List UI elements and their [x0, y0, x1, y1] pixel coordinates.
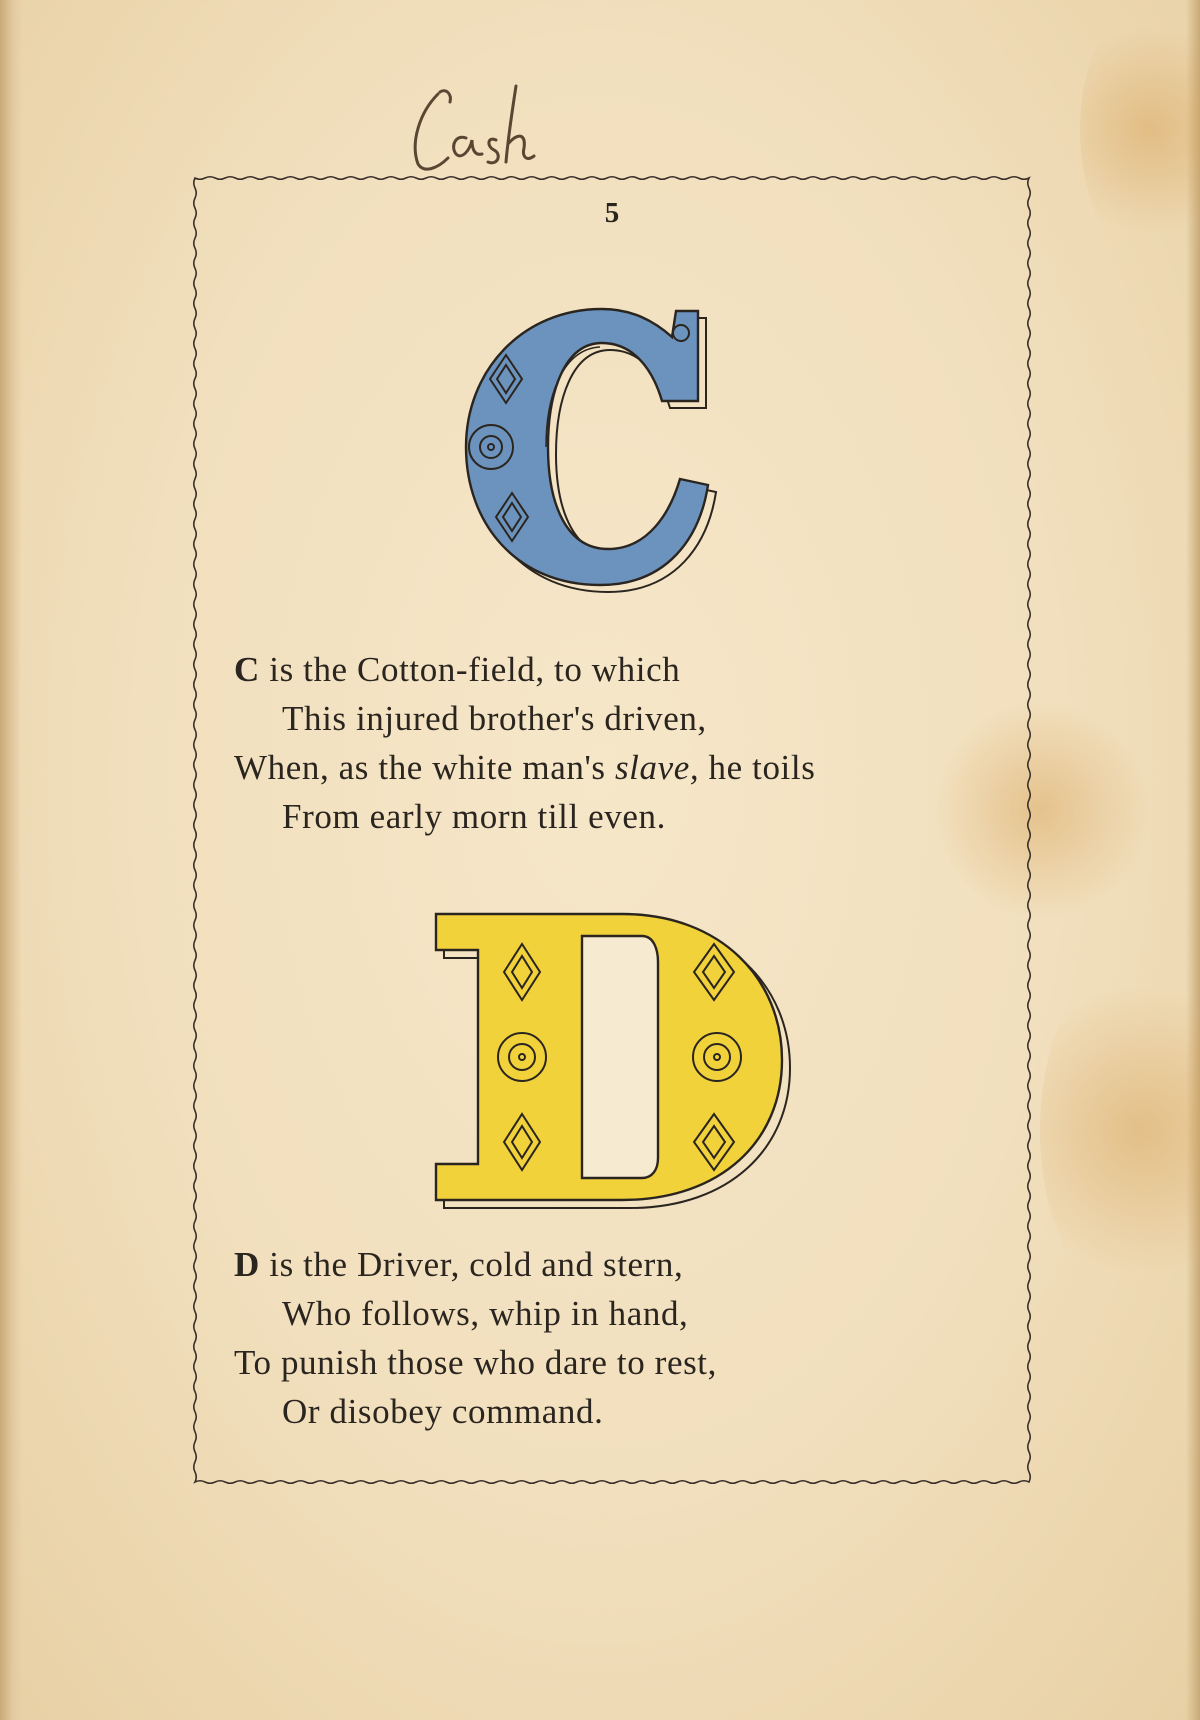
verse-line: From early morn till even.	[282, 797, 666, 836]
verse-line: To punish those who dare to rest,	[234, 1343, 717, 1382]
verse-c	[234, 645, 1014, 841]
verse-text: When, as the white man's	[234, 748, 615, 787]
verse-initial: D	[234, 1245, 260, 1284]
handwritten-signature	[400, 82, 600, 182]
foxing-stain	[1040, 950, 1200, 1310]
page-number: 5	[604, 197, 620, 229]
verse-text: he toils	[699, 748, 816, 787]
decorated-letter-c	[436, 297, 736, 597]
page-outer-edge	[1186, 0, 1200, 1720]
verse-initial: C	[234, 650, 260, 689]
verse-text: is the Cotton-field, to which	[259, 650, 681, 689]
decorated-letter-d	[422, 900, 822, 1220]
verse-line: This injured brother's driven,	[282, 699, 707, 738]
verse-line	[234, 645, 1014, 694]
verse-emphasis: slave,	[614, 748, 700, 787]
foxing-stain	[1080, 0, 1200, 260]
verse-line	[234, 1240, 1014, 1289]
verse-line	[234, 743, 1014, 792]
verse-line: Or disobey command.	[282, 1392, 604, 1431]
page-binding-edge	[0, 0, 22, 1720]
verse-text: is the Driver, cold and stern,	[259, 1245, 684, 1284]
page-frame	[192, 175, 1032, 1485]
verse-d	[234, 1240, 1014, 1436]
verse-line: Who follows, whip in hand,	[282, 1294, 689, 1333]
